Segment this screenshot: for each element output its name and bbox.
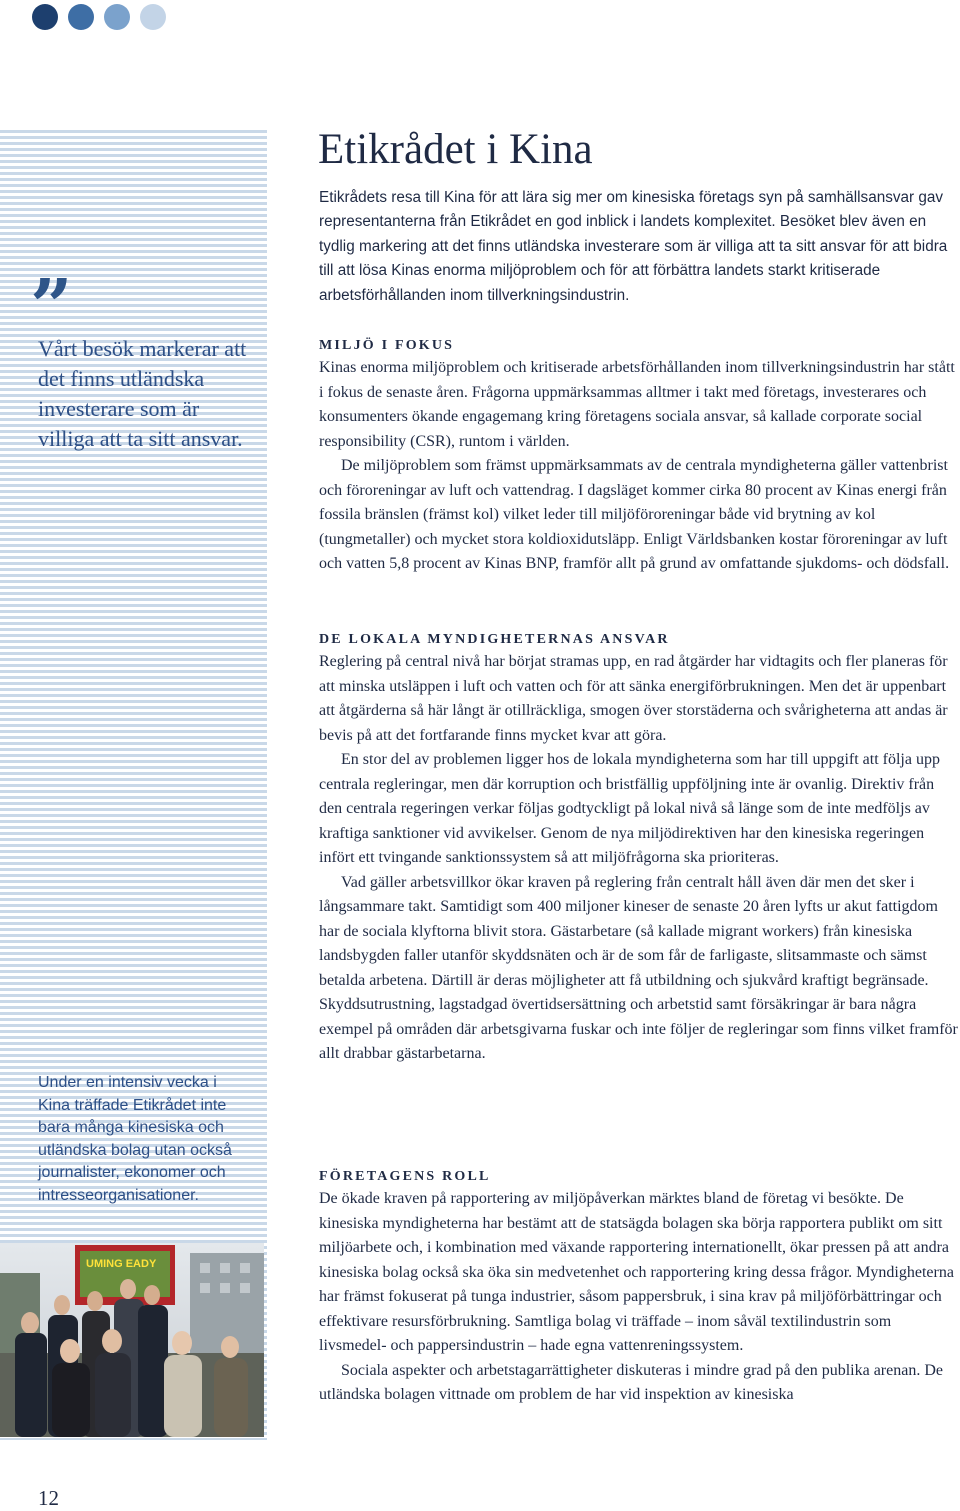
- section-paragraph: De ökade kraven på rapportering av miljöpåverkan märktes bland de företag vi besökte. De kinesiska myndigheterna har bestämt att de statsägda bolagen ska börja rapportera publikt om sitt miljöarbete och, i kombination med växande rapportering internationellt, ökar pressen på att andra kinesiska bolag också ska öka sin medvetenhet och rapportering kring dessa frågor. Myndigheterna har främst fokuserat på tunga industrier, såsom pappersbruk, i sina krav på miljöförbättringar och effektivare resursförbrukning. Samtliga bolag vi träffade – inom såväl textilindustrin som livsmedel- och pappersindustrin – hade egna vattenreningssystem.: [319, 1190, 954, 1354]
- header-dots: [32, 4, 166, 30]
- section-miljo-i-fokus: [319, 336, 959, 577]
- section-foretagens-roll: [319, 1167, 959, 1408]
- section-lokala-myndigheter: [319, 630, 959, 1067]
- section-heading: DE LOKALA MYNDIGHETERNAS ANSVAR: [319, 632, 670, 647]
- header-dot-1: [32, 4, 58, 30]
- group-photo-image: [0, 1243, 264, 1437]
- section-paragraph: De miljöproblem som främst uppmärksammats av de centrala myndigheterna gäller vattenbrist och föroreningar av luft och vattendrag. I dagsläget kommer cirka 80 procent av Kinas energi från fossila bränslen (främst kol) vilket leder till miljöföroreningar både vid brytning av kol (tungmetaller) och mycket stora koldioxidutsläpp. Enligt Världsbanken kostar föroreningar av luft och vatten 5,8 procent av Kinas BNP, framför allt på grund av omfattande sjukdoms- och dödsfall.: [319, 457, 950, 572]
- article-intro: Etikrådets resa till Kina för att lära sig mer om kinesiska företags syn på samhällsansvar gav representanterna från Etikrådet en god inblick i landets komplexitet. Besöket blev även en tydlig markering att det finns utländska investerare som är villiga att ta sitt ansvar för att bidra till att lösa Kinas enorma miljöproblem och för att förbättra landets starkt kritiserade arbetsförhållanden inom tillverkningsindustrin.: [319, 189, 948, 304]
- photo-caption: Under en intensiv vecka i Kina träffade Etikrådet inte bara många kinesiska och utländska bolag utan också journalister, ekonomer och intresseorganisationer.: [38, 1074, 232, 1204]
- pull-quote: Vårt besök markerar att det finns utländska investerare som är villiga att ta sitt ansvar.: [38, 336, 247, 451]
- quote-mark-icon: ”: [30, 264, 73, 350]
- group-photo: [0, 1243, 264, 1437]
- section-heading: MILJÖ I FOKUS: [319, 338, 455, 353]
- section-heading: FÖRETAGENS ROLL: [319, 1169, 491, 1184]
- section-paragraph: En stor del av problemen ligger hos de lokala myndigheterna som har till uppgift att följa upp centrala regleringar, men där korruption och bristfällig uppföljning inte är ovanlig. Direktiv från den centrala regeringen verkar följas godtyckligt på lokal nivå så länge som de inte medföljs av kraftiga sanktioner vid avvikelser. Genom de nya miljödirektiven har den kinesiska regeringen infört ett tvingande sanktionssystem så att miljöfrågorna ska prioriteras.: [319, 751, 940, 866]
- section-paragraph: Kinas enorma miljöproblem och kritiserade arbetsförhållanden inom tillverkningsindustrin har stått i fokus de senaste åren. Frågorna uppmärksammas alltmer i takt med företags, investerares och konsumenters ökande engagemang kring företagens sociala ansvar, så kallade corporate social responsibility (CSR), runtom i världen.: [319, 359, 955, 450]
- header-dot-4: [140, 4, 166, 30]
- header-dot-2: [68, 4, 94, 30]
- header-dot-3: [104, 4, 130, 30]
- section-paragraph: Sociala aspekter och arbetstagarrättigheter diskuteras i mindre grad på den publika arenan. De utländska bolagen vittnade om problem de har vid inspektion av kinesiska: [319, 1361, 943, 1403]
- page-number: 12: [38, 1486, 59, 1510]
- article-title: Etikrådet i Kina: [318, 126, 593, 173]
- section-paragraph: Vad gäller arbetsvillkor ökar kraven på reglering från centralt håll även där men det sker i långsammare takt. Samtidigt som 400 miljoner kineser de senaste 20 åren lyfts ur akut fattigdom har de sociala klyftorna blivit stora. Gästarbetare (så kallade migrant workers) från kinesiska landsbygden faller utanför skyddsnäten och är de som får de farligaste, slitsammaste och sämst betalda arbetena. Därtill är deras möjligheter att få utbildning och sjukvård kraftigt begränsade. Skyddsutrustning, lagstadgad övertidsersättning och arbetstid samt försäkringar är bara några exempel på områden där arbetsgivarna fuskar och inte följer de regleringar som finns vilket framför allt drabbar gästarbetarna.: [319, 873, 958, 1062]
- banner-text: UMING EADY: [86, 1258, 157, 1270]
- section-paragraph: Reglering på central nivå har börjat stramas upp, en rad åtgärder har vidtagits och fler planeras för att minska utsläppen i luft och vatten och för att sänka energiförbrukningen. Men det är uppenbart att åtgärderna så här långt är otillräckliga, smogen över storstäderna och svårigheterna att andas är bevis på att det fortfarande finns mycket kvar att göra.: [319, 653, 948, 744]
